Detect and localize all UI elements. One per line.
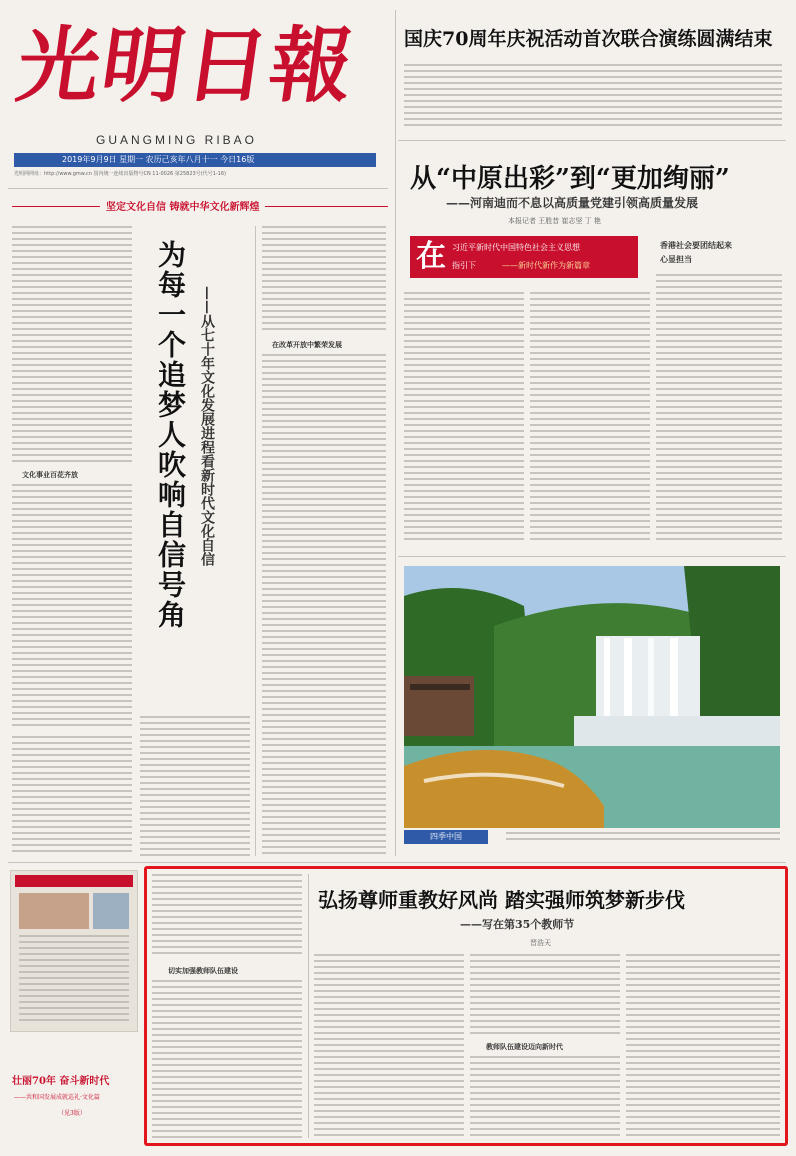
teacher-col3b [470, 1056, 620, 1138]
subheadline-henan: ——河南迪而不息以高质量党建引领高质量发展 [446, 196, 699, 210]
teacher-subhead-2: 教师队伍建设迈向新时代 [486, 1042, 563, 1051]
photo-caption-tag-text: 四季中国 [430, 832, 462, 841]
photo-caption-text [506, 832, 780, 844]
slogan-bar [12, 196, 388, 216]
article-henan-col1 [404, 292, 524, 542]
date-info-text: 2019年9月9日 星期一 农历己亥年八月十一 今日16版 [62, 155, 255, 164]
divider [398, 140, 786, 141]
lead-story-col1c [12, 736, 132, 856]
teacher-col3a [470, 954, 620, 1036]
article-henan-col3 [656, 274, 782, 542]
teacher-subheadline: ——写在第35个教师节 [460, 918, 575, 931]
lead-story-col3b [262, 354, 386, 856]
lead-story-col1b [12, 484, 132, 730]
romanized-title: GUANGMING RIBAO [96, 133, 258, 147]
column-banner-line2: 指引下 [452, 261, 476, 270]
article-parade-text [404, 64, 782, 130]
divider [398, 556, 786, 557]
headline-henan: 从“中原出彩”到“更加绚丽” [410, 164, 730, 194]
mid-subhead-1: 在改革开放中繁荣发展 [272, 340, 342, 349]
byline-henan: 本报记者 王胜昔 崔志坚 丁 艳 [508, 217, 601, 225]
newspaper-logo: 光明日報 [11, 18, 361, 114]
thumbnail-photo [19, 893, 89, 929]
lead-subheadline-vertical: ——从七十年文化发展进程看新时代文化自信 [199, 286, 215, 566]
slogan-text: 坚定文化自信 铸就中华文化新辉煌 [100, 198, 265, 213]
column-banner-big: 在 [416, 239, 446, 274]
thumbnail-text [19, 935, 129, 1025]
teacher-col4 [626, 954, 780, 1138]
teacher-byline: 晋浩天 [530, 939, 551, 947]
teacher-col1 [152, 874, 302, 958]
right-subhead: 香港社会要团结起来 [660, 240, 732, 250]
waterfall-photo-illustration [404, 566, 780, 828]
thumbnail-red-band [15, 875, 133, 887]
thumbnail-photo-2 [93, 893, 129, 929]
publication-info: 光明网网址：http://www.gmw.cn 国内统一连续出版物号CN 11-0026 第25823号(代号1-16) [14, 171, 226, 177]
inside-page-thumbnail [10, 870, 138, 1032]
lead-story-col2 [140, 716, 250, 856]
date-info-bar [14, 153, 376, 167]
right-subhead-2: 心显担当 [660, 254, 692, 264]
lead-story-col3a [262, 226, 386, 334]
thumbnail-page-ref: （见3版） [58, 1110, 86, 1117]
divider [255, 226, 256, 856]
lead-story-col1 [12, 226, 132, 466]
teacher-headline: 弘扬尊师重教好风尚 踏实强师筑梦新步伐 [318, 888, 685, 912]
lead-headline-vertical: 为每一个追梦人吹响自信号角 [154, 240, 187, 630]
divider [8, 862, 786, 863]
divider [395, 10, 396, 856]
headline-parade: 国庆70周年庆祝活动首次联合演练圆满结束 [404, 28, 773, 50]
thumbnail-caption-1: 壮丽70年 奋斗新时代 [12, 1076, 110, 1087]
teacher-col1b [152, 980, 302, 1138]
lead-subhead-1: 文化事业百花齐放 [22, 470, 78, 479]
column-banner-line3: ——新时代新作为新篇章 [502, 261, 590, 270]
column-banner [410, 236, 638, 278]
divider [8, 188, 388, 189]
masthead [8, 8, 388, 183]
thumbnail-caption-2: ——共和国发展成就巡礼·文化篇 [14, 1094, 100, 1101]
landscape-photo [404, 566, 780, 828]
teacher-col2 [314, 954, 464, 1138]
column-banner-line1: 习近平新时代中国特色社会主义思想 [452, 243, 580, 252]
photo-caption-tag [404, 830, 488, 844]
divider [308, 874, 309, 1138]
teacher-subhead-1: 切实加强教师队伍建设 [168, 966, 238, 975]
article-henan-col2 [530, 292, 650, 542]
